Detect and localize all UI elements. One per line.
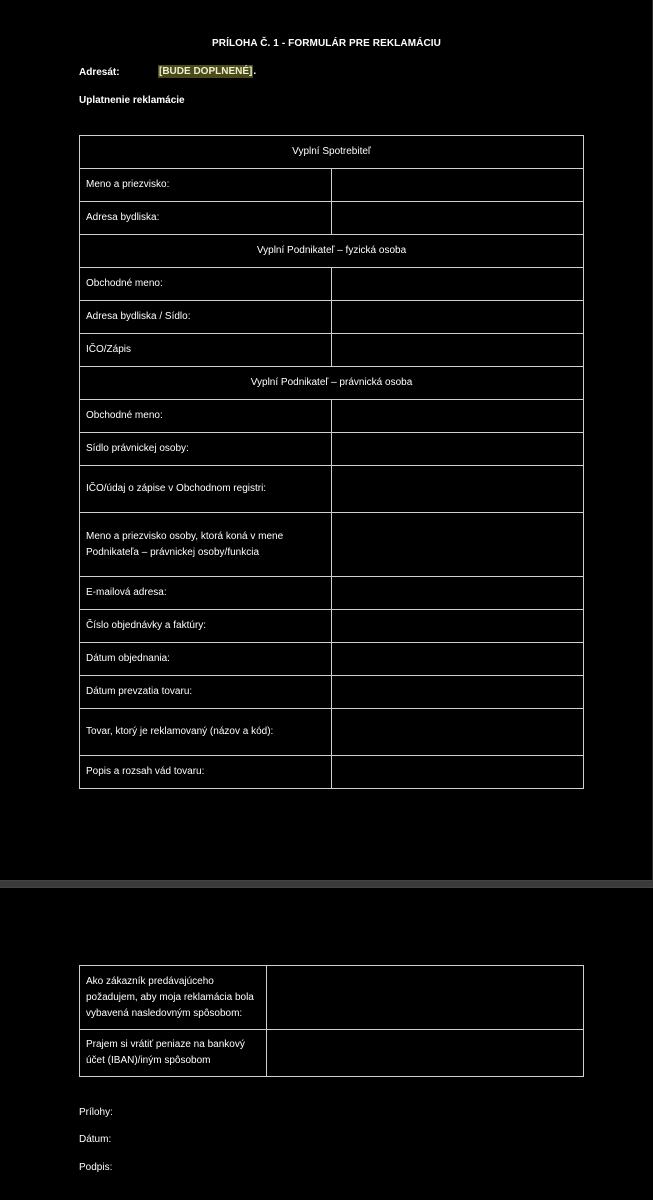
form-field-label: Meno a priezvisko: [80,169,332,202]
form-field-input-cell[interactable] [332,709,584,756]
form-section-header: Vyplní Podnikateľ – fyzická osoba [80,235,584,268]
section-title: Uplatnenie reklamácie [79,95,185,106]
form-field-input-cell[interactable] [332,202,584,235]
form-field-row [80,756,584,789]
form-field-row [80,301,584,334]
form-field-input-cell[interactable] [332,577,584,610]
form-field-label: E-mailová adresa: [80,577,332,610]
form-field-input-cell[interactable] [332,643,584,676]
form-field-label: Ako zákazník predávajúceho požadujem, aby moja reklamácia bola vybavená nasledovným spôsobom: [80,966,267,1030]
form-field-row [80,513,584,577]
addressee-suffix: . [253,66,257,77]
form-field-label: Obchodné meno: [80,400,332,433]
form-field-row [80,466,584,513]
addressee-label: Adresát: [79,67,120,78]
form-field-label: Popis a rozsah vád tovaru: [80,756,332,789]
refund-form-table [79,965,584,1077]
signature-label: Podpis: [79,1162,113,1173]
form-field-row [80,676,584,709]
form-field-row [80,643,584,676]
complaint-form-table [79,135,584,789]
form-section-header-row [80,367,584,400]
form-field-input-cell[interactable] [332,169,584,202]
addressee-placeholder: [BUDE DOPLNENÉ] [159,66,253,77]
form-field-input-cell[interactable] [332,301,584,334]
date-label: Dátum: [79,1134,112,1145]
form-field-input-cell[interactable] [332,334,584,367]
document-title: PRÍLOHA Č. 1 - FORMULÁR PRE REKLAMÁCIU [212,38,441,49]
form-field-row [80,610,584,643]
form-field-row [80,433,584,466]
form-section-header-row [80,235,584,268]
form-field-input-cell[interactable] [332,400,584,433]
form-field-label: Číslo objednávky a faktúry: [80,610,332,643]
form-field-label: IČO/údaj o zápise v Obchodnom registri: [80,466,332,513]
form-field-row [80,334,584,367]
form-field-row [80,202,584,235]
form-field-label: Tovar, ktorý je reklamovaný (názov a kód): [80,709,332,756]
form-field-label: Adresa bydliska: [80,202,332,235]
form-field-input-cell[interactable] [332,676,584,709]
form-field-label: Sídlo právnickej osoby: [80,433,332,466]
form-field-row [80,169,584,202]
form-section-header-row [80,136,584,169]
form-field-label: IČO/Zápis [80,334,332,367]
form-field-label: Adresa bydliska / Sídlo: [80,301,332,334]
form-field-row [80,577,584,610]
form-field-row [80,400,584,433]
form-field-input-cell[interactable] [332,756,584,789]
form-field-row [80,1030,584,1077]
form-field-input-cell[interactable] [332,433,584,466]
form-field-row [80,268,584,301]
form-field-input-cell[interactable] [332,610,584,643]
form-field-label: Meno a priezvisko osoby, ktorá koná v mene Podnikateľa – právnickej osoby/funkcia [80,513,332,577]
form-field-input-cell[interactable] [267,966,584,1030]
form-section-header: Vyplní Spotrebiteľ [80,136,584,169]
form-field-input-cell[interactable] [332,268,584,301]
addressee-value [158,66,256,77]
form-field-row [80,966,584,1030]
form-field-label: Prajem si vrátiť peniaze na bankový účet (IBAN)/iným spôsobom [80,1030,267,1077]
form-field-row [80,709,584,756]
form-field-input-cell[interactable] [332,513,584,577]
attachments-label: Prílohy: [79,1107,113,1118]
form-field-input-cell[interactable] [267,1030,584,1077]
form-field-label: Dátum objednania: [80,643,332,676]
form-field-input-cell[interactable] [332,466,584,513]
form-field-label: Dátum prevzatia tovaru: [80,676,332,709]
form-section-header: Vyplní Podnikateľ – právnická osoba [80,367,584,400]
form-field-label: Obchodné meno: [80,268,332,301]
